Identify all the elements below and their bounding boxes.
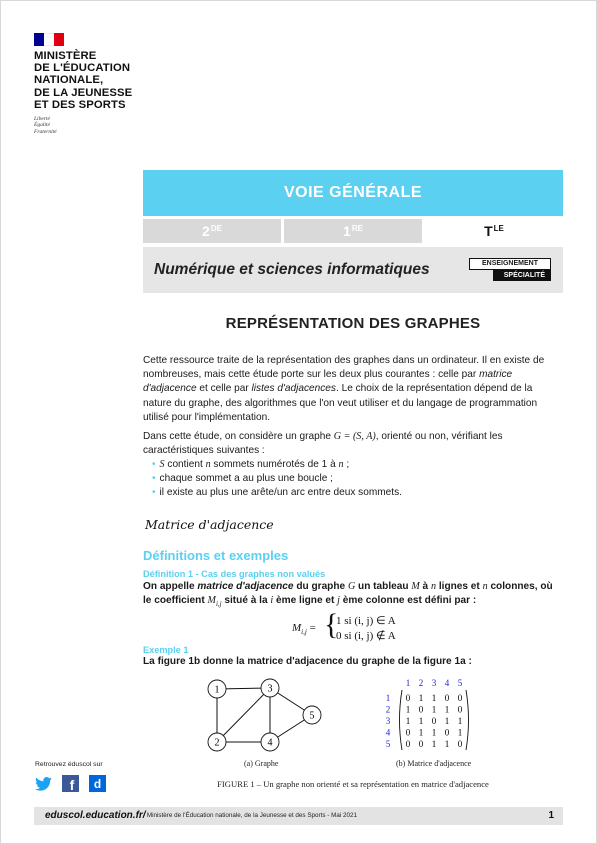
matrix-cell: 1 bbox=[444, 716, 450, 726]
matrix-cell: 0 bbox=[431, 716, 437, 726]
page-number: 1 bbox=[548, 810, 554, 821]
twitter-icon[interactable] bbox=[35, 775, 52, 792]
matrix-cell: 0 bbox=[457, 739, 463, 749]
graph-node-label: 1 bbox=[214, 684, 220, 696]
matrix-row-header: 3 bbox=[385, 716, 391, 726]
level-premiere: 1 $^{RE}$ bbox=[284, 219, 422, 243]
matrix-col-header: 4 bbox=[444, 678, 450, 688]
matrix-bracket bbox=[466, 690, 469, 750]
section-heading: Matrice d'adjacence bbox=[145, 517, 274, 532]
matrix-cell: 0 bbox=[405, 739, 411, 749]
matrix-col-header: 1 bbox=[405, 678, 411, 688]
figure-graph-and-matrix bbox=[190, 677, 500, 757]
matrix-cell: 1 bbox=[457, 727, 463, 738]
graph-node-label: 5 bbox=[309, 710, 315, 722]
matrix-cell: 0 bbox=[457, 693, 463, 703]
graph-definition-paragraph: Dans cette étude, on considère un graphe G = (S, A), orienté ou non, vérifiant les caractéristiques suivantes : bbox=[143, 431, 503, 457]
list-item: • chaque sommet a au plus une boucle ; bbox=[152, 472, 562, 486]
republic-motto: Liberté Égalité Fraternité bbox=[34, 116, 57, 135]
matrix-row-header: 4 bbox=[385, 727, 391, 738]
example-text: La figure 1b donne la matrice d'adjacence du graphe de la figure 1a : bbox=[143, 656, 472, 667]
social-label: Retrouvez éduscol sur bbox=[35, 761, 103, 768]
matrix-row-header: 2 bbox=[385, 704, 391, 715]
specialty-badge: ENSEIGNEMENT SPÉCIALITÉ bbox=[469, 258, 551, 281]
subject-bar bbox=[143, 247, 563, 293]
adjacency-formula: $M_{i,j}$ = { 1 si (i, j) ∈ A 0 si (i, j) ∉ A bbox=[292, 608, 396, 642]
matrix-cell: 1 bbox=[405, 716, 411, 726]
voie-banner: VOIE GÉNÉRALE bbox=[143, 170, 563, 216]
ministry-logo bbox=[34, 33, 154, 135]
matrix-row-header: 5 bbox=[385, 739, 391, 749]
list-item: • il existe au plus une arête/un arc entre deux sommets. bbox=[152, 486, 562, 500]
matrix-row-header: 1 bbox=[385, 693, 391, 703]
adjacency-matrix bbox=[386, 678, 469, 750]
matrix-cell: 1 bbox=[418, 716, 424, 726]
graph-node-label: 4 bbox=[267, 737, 273, 749]
level-seconde: 2 $^{DE}$ bbox=[143, 219, 281, 243]
footer-info: - Ministère de l'Éducation nationale, de la Jeunesse et des Sports - Mai 2021 bbox=[143, 812, 358, 819]
footer-site-link[interactable]: eduscol.education.fr/ bbox=[45, 810, 146, 821]
matrix-cell: 1 bbox=[418, 727, 424, 738]
matrix-cell: 1 bbox=[457, 716, 463, 726]
subsection-heading: Définitions et exemples bbox=[143, 548, 289, 563]
undirected-graph bbox=[208, 679, 321, 751]
matrix-cell: 0 bbox=[418, 739, 424, 749]
matrix-cell: 0 bbox=[418, 704, 424, 715]
matrix-cell: 0 bbox=[405, 727, 411, 738]
matrix-cell: 0 bbox=[457, 704, 463, 715]
graph-node-label: 3 bbox=[267, 683, 273, 695]
matrix-cell: 1 bbox=[431, 704, 437, 715]
matrix-cell: 0 bbox=[444, 693, 450, 703]
matrix-col-header: 3 bbox=[431, 678, 437, 688]
matrix-cell: 1 bbox=[431, 727, 437, 738]
graph-edge bbox=[217, 688, 270, 742]
matrix-cell: 1 bbox=[444, 739, 450, 749]
matrix-cell: 1 bbox=[431, 693, 437, 703]
definition-heading: Définition 1 - Cas des graphes non valués bbox=[143, 569, 326, 579]
dailymotion-icon[interactable]: d bbox=[89, 775, 106, 792]
level-tabs bbox=[143, 219, 563, 243]
matrix-col-header: 2 bbox=[418, 678, 424, 688]
subject-title: Numérique et sciences informatiques bbox=[154, 261, 430, 278]
intro-paragraph: Cette ressource traite de la représentation des graphes dans un ordinateur. Il en existe de nombreuses, mais cette étude porte sur les deux plus courantes : celle par matrice d'adjacence et celle par listes d'adjacences. Le choix de la représentation dépend de la nature du graphe, des algorithmes que l'on veut utiliser et du langage de programmation utilisé pour l'implémentation. bbox=[143, 355, 545, 423]
figure-caption: FIGURE 1 – Un graphe non orienté et sa représentation en matrice d'adjacence bbox=[217, 779, 489, 789]
list-item: • S contient n sommets numérotés de 1 à n ; bbox=[152, 458, 562, 472]
matrix-cell: 0 bbox=[405, 693, 411, 703]
figure-caption-a: (a) Graphe bbox=[244, 759, 279, 768]
matrix-cell: 1 bbox=[418, 693, 424, 703]
definition-text: On appelle matrice d'adjacence du graphe G un tableau M à n lignes et n colonnes, où le coefficient $M_{i,j}$ situé à la i ème ligne et j ème colonne est défini par : bbox=[143, 581, 553, 609]
figure-caption-b: (b) Matrice d'adjacence bbox=[396, 759, 472, 768]
french-flag-icon bbox=[34, 33, 64, 46]
graph-node-label: 2 bbox=[214, 737, 220, 749]
level-terminale: T $^{LE}$ bbox=[425, 219, 563, 243]
example-heading: Exemple 1 bbox=[143, 645, 189, 655]
ministry-name: MINISTÈRE DE L'ÉDUCATION NATIONALE, DE LA JEUNESSE ET DES SPORTS bbox=[34, 50, 133, 111]
matrix-col-header: 5 bbox=[457, 678, 463, 688]
characteristics-list bbox=[152, 458, 562, 501]
matrix-cell: 1 bbox=[405, 704, 411, 715]
social-links bbox=[35, 775, 106, 792]
matrix-cell: 0 bbox=[444, 727, 450, 738]
footer-bar bbox=[34, 807, 563, 825]
facebook-icon[interactable]: f bbox=[62, 775, 79, 792]
matrix-cell: 1 bbox=[444, 704, 450, 715]
document-title: REPRÉSENTATION DES GRAPHES bbox=[225, 315, 481, 332]
matrix-cell: 1 bbox=[431, 739, 437, 749]
matrix-bracket bbox=[400, 690, 403, 750]
